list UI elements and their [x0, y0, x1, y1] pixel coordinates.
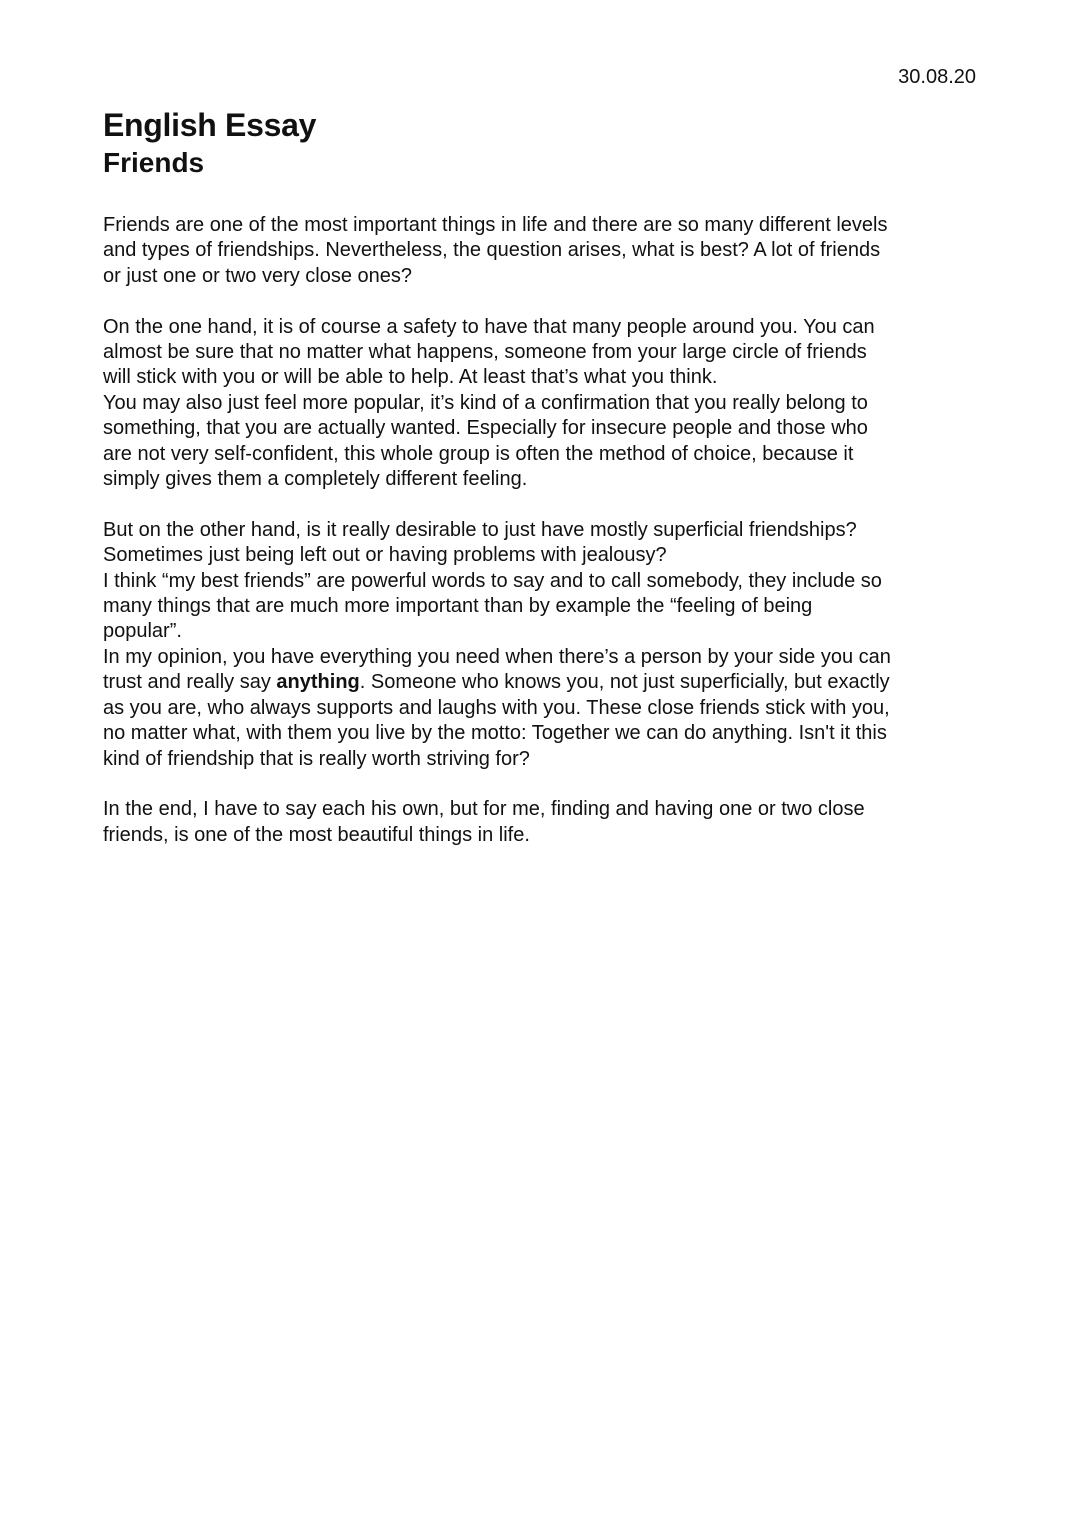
essay-subtitle: Friends [103, 147, 205, 178]
text-line: as you are, who always supports and laughs with you. These close friends stick with you, [103, 696, 890, 719]
text-line: no matter what, with them you live by the motto: Together we can do anything. Isn't it this [103, 722, 887, 745]
text-line: popular”. [103, 620, 182, 643]
emphasis-word: anything [276, 671, 360, 694]
paragraph-intro [103, 213, 983, 289]
text-segment: trust and really say [103, 671, 277, 694]
text-segment: . Someone who knows you, not just superficially, but exactly [359, 671, 890, 694]
text-line: are not very self-confident, this whole group is often the method of choice, because it [103, 442, 854, 465]
text-line: But on the other hand, is it really desirable to just have mostly superficial friendships? [103, 518, 857, 541]
text-line: will stick with you or will be able to help. At least that’s what you think. [103, 366, 718, 389]
text-line: or just one or two very close ones? [103, 264, 413, 287]
text-line: many things that are much more important than by example the “feeling of being [103, 595, 813, 618]
text-line: something, that you are actually wanted. Especially for insecure people and those who [103, 417, 868, 440]
text-line: friends, is one of the most beautiful things in life. [103, 823, 530, 846]
text-line: On the one hand, it is of course a safety to have that many people around you. You can [103, 315, 875, 338]
text-line-with-emphasis [103, 670, 983, 695]
essay-date: 30.08.20 [898, 66, 976, 88]
paragraph-on-the-one-hand [103, 315, 983, 493]
text-line: kind of friendship that is really worth striving for? [103, 747, 530, 770]
text-line: In my opinion, you have everything you need when there’s a person by your side you can [103, 645, 891, 668]
paragraph-on-the-other-hand [103, 518, 983, 772]
text-line: I think “my best friends” are powerful words to say and to call somebody, they include so [103, 569, 882, 592]
text-line: Friends are one of the most important things in life and there are so many different levels [103, 214, 888, 236]
text-line: In the end, I have to say each his own, but for me, finding and having one or two close [103, 798, 865, 821]
essay-body [103, 213, 983, 848]
paragraph-conclusion [103, 797, 983, 848]
text-line: You may also just feel more popular, it’s kind of a confirmation that you really belong to [103, 391, 868, 414]
text-line: almost be sure that no matter what happens, someone from your large circle of friends [103, 341, 867, 364]
text-line: simply gives them a completely different feeling. [103, 468, 528, 491]
essay-title: English Essay [103, 107, 317, 143]
text-line: Sometimes just being left out or having problems with jealousy? [103, 544, 667, 567]
text-line: and types of friendships. Nevertheless, the question arises, what is best? A lot of friends [103, 239, 881, 262]
